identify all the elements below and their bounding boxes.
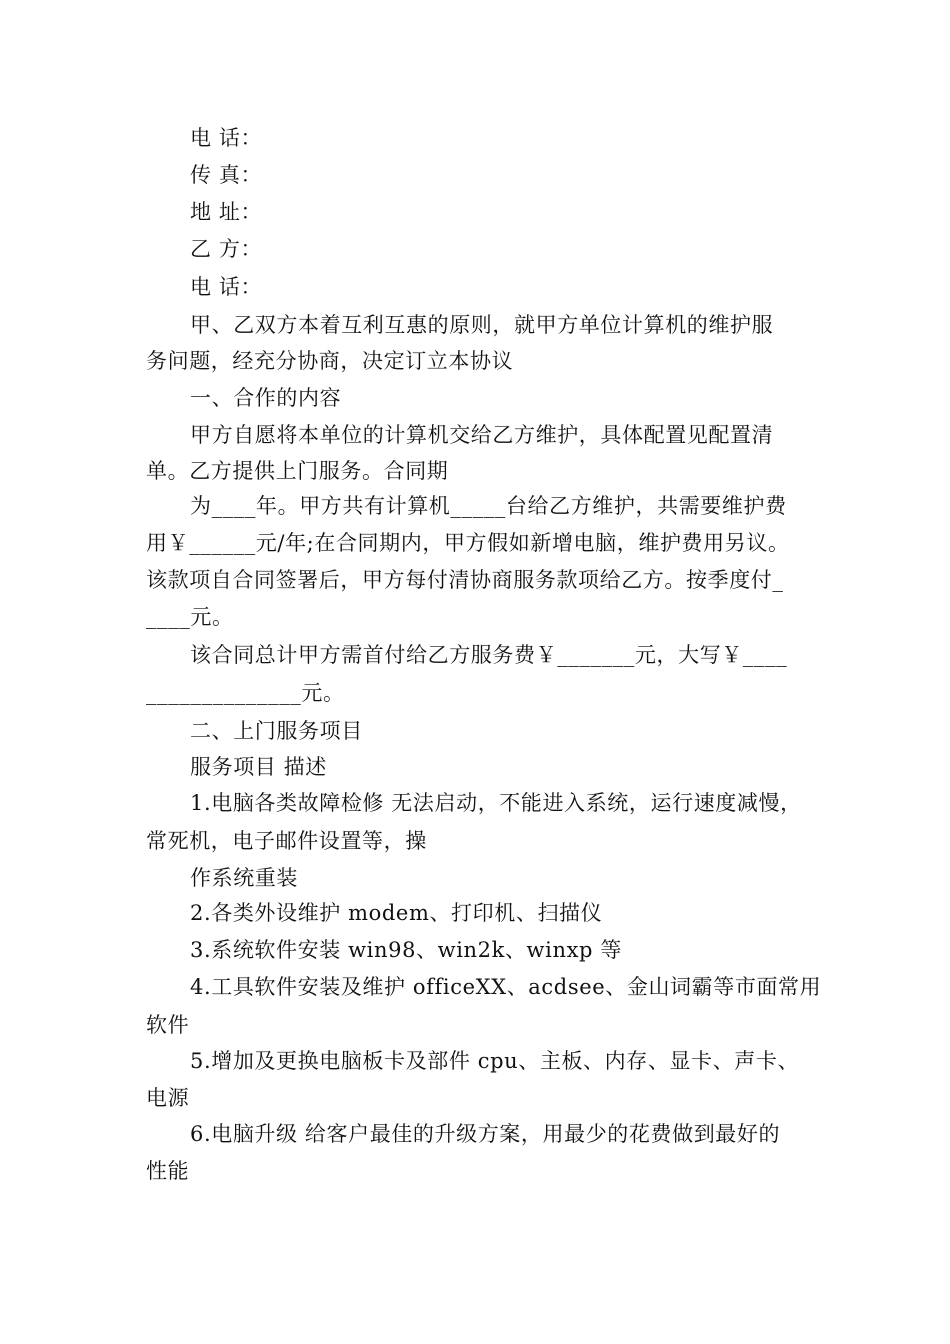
intro-paragraph-line-1: 甲、乙双方本着互利互惠的原则，就甲方单位计算机的维护服 [190,313,774,337]
intro-paragraph-line-2: 务问题，经充分协商，决定订立本协议 [146,349,514,373]
service-item-4-line-2: 软件 [146,1013,190,1037]
fax-label: 传 真： [190,163,263,187]
service-item-5-line-2: 电源 [146,1086,190,1110]
service-item-1-line-1: 1.电脑各类故障检修 无法启动，不能进入系统，运行速度减慢， [190,791,802,815]
term-paragraph-line-2: 用￥______元/年;在合同期内，甲方假如新增电脑，维护费用另议。 [146,531,790,555]
section-2-heading: 二、上门服务项目 [190,719,363,743]
service-table-header: 服务项目 描述 [190,755,327,779]
fee-paragraph-line-2: ______________元。 [146,681,345,705]
term-paragraph-line-3: 该款项自合同签署后，甲方每付清协商服务款项给乙方。按季度付_ [146,568,784,592]
service-item-5-line-1: 5.增加及更换电脑板卡及部件 cpu、主板、内存、显卡、声卡、 [190,1049,800,1073]
service-item-3: 3.系统软件安装 win98、win2k、winxp 等 [190,938,622,962]
cooperation-paragraph-line-1: 甲方自愿将本单位的计算机交给乙方维护，具体配置见配置清 [190,423,774,447]
phone-label-a: 电 话： [190,126,263,150]
section-1-heading: 一、合作的内容 [190,386,342,410]
cooperation-paragraph-line-2: 单。乙方提供上门服务。合同期 [146,459,449,483]
service-item-6-line-2: 性能 [146,1159,190,1183]
phone-label-b: 电 话： [190,275,263,299]
service-item-1-line-3: 作系统重装 [190,866,298,890]
service-item-6-line-1: 6.电脑升级 给客户最佳的升级方案，用最少的花费做到最好的 [190,1122,781,1146]
service-item-1-line-2: 常死机，电子邮件设置等，操 [146,829,427,853]
address-label: 地 址： [190,200,263,224]
term-paragraph-line-4: ____元。 [146,605,234,629]
term-paragraph-line-1: 为____年。甲方共有计算机_____台给乙方维护，共需要维护费 [190,494,787,518]
service-item-4-line-1: 4.工具软件安装及维护 officeXX、acdsee、金山词霸等市面常用 [190,975,822,999]
party-b-label: 乙 方： [190,237,263,261]
service-item-2: 2.各类外设维护 modem、打印机、扫描仪 [190,901,603,925]
fee-paragraph-line-1: 该合同总计甲方需首付给乙方服务费￥_______元，大写￥____ [190,643,788,667]
